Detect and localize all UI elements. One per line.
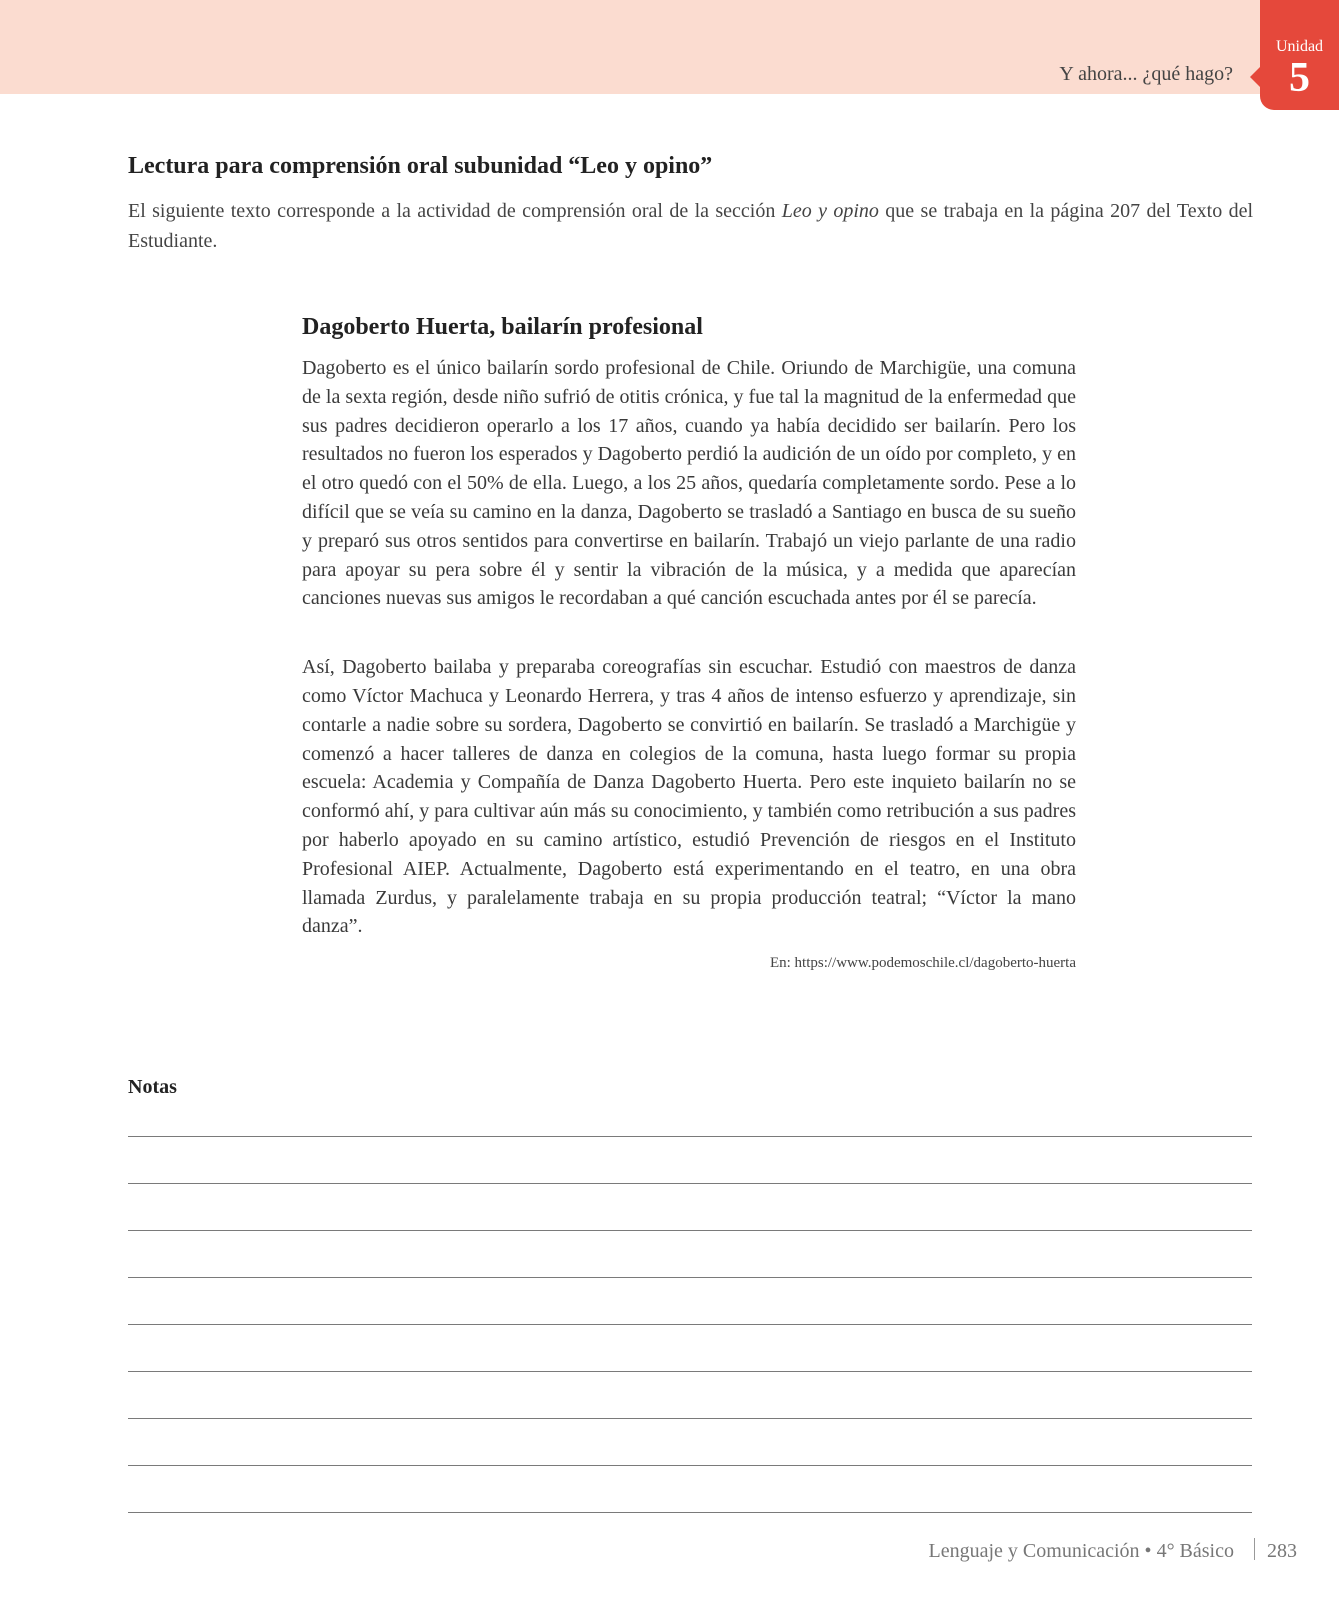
note-line [128, 1183, 1252, 1184]
footer [929, 1538, 1297, 1563]
footer-text: Lenguaje y Comunicación • 4° Básico [928, 1540, 1234, 1562]
note-line [128, 1136, 1252, 1137]
unit-number: 5 [1289, 55, 1310, 101]
reading-source: En: https://www.podemoschile.cl/dagoberto-huerta [769, 955, 1076, 972]
note-line [128, 1277, 1252, 1278]
note-line [128, 1371, 1252, 1372]
intro-italic: Leo y opino [781, 200, 879, 222]
reading-paragraph-1: Dagoberto es el único bailarín sordo profesional de Chile. Oriundo de Marchigüe, una comuna de la sexta región, desde niño sufrió de otitis crónica, y fue tal la magnitud de la enfermedad que sus padres decidieron operarlo a los 17 años, cuando ya había decidido ser bailarín. Pero los resultados no fueron los esperados y Dagoberto perdió la audición de un oído por completo, y en el otro quedó con el 50% de ella. Luego, a los 25 años, quedaría completamente sordo. Pese a lo difícil que se veía su camino en la danza, Dagoberto se trasladó a Santiago en busca de su sueño y preparó sus otros sentidos para convertirse en bailarín. Trabajó un viejo parlante de una radio para apoyar su pera sobre él y sentir la vibración de la música, y a medida que aparecían canciones nuevas sus amigos le recordaban a qué canción escuchada antes por él se parecía. [302, 357, 1076, 610]
notes-label: Notas [128, 1076, 177, 1098]
reading-title: Dagoberto Huerta, bailarín profesional [302, 314, 703, 340]
note-line [128, 1230, 1252, 1231]
unit-tab [1260, 0, 1339, 110]
reading-paragraph-2: Así, Dagoberto bailaba y preparaba coreografías sin escuchar. Estudió con maestros de danza como Víctor Machuca y Leonardo Herrera, y tras 4 años de intenso esfuerzo y aprendizaje, sin contarle a nadie sobre su sordera, Dagoberto se convirtió en bailarín. Se trasladó a Marchigüe y comenzó a hacer talleres de danza en colegios de la comuna, hasta luego formar su propia escuela: Academia y Compañía de Danza Dagoberto Huerta. Pero este inquieto bailarín no se conformó ahí, y para cultivar aún más su conocimiento, y también como retribución a sus padres por haberlo apoyado en su camino artístico, estudió Prevención de riesgos en el Instituto Profesional AIEP. Actualmente, Dagoberto está experimentando en el teatro, en una obra llamada Zurdus, y paralelamente trabaja en su propia producción teatral; “Víctor la mano danza”. [302, 656, 1076, 938]
intro-after: que se trabaja en la página 207 del Texto del Estudiante. [128, 200, 1253, 252]
note-line [128, 1465, 1252, 1466]
note-line [128, 1512, 1252, 1513]
note-line [128, 1418, 1252, 1419]
unit-label: Unidad [1275, 38, 1324, 55]
intro-before: El siguiente texto corresponde a la actividad de comprensión oral de la sección [128, 200, 782, 222]
notes-lines [128, 0, 1252, 1600]
header-title: Y ahora... ¿qué hago? [1059, 63, 1233, 85]
note-line [128, 1324, 1252, 1325]
section-title: Lectura para comprensión oral subunidad “Leo y opino” [128, 153, 713, 179]
page-number: 283 [1267, 1540, 1297, 1562]
footer-separator [1254, 1538, 1255, 1560]
